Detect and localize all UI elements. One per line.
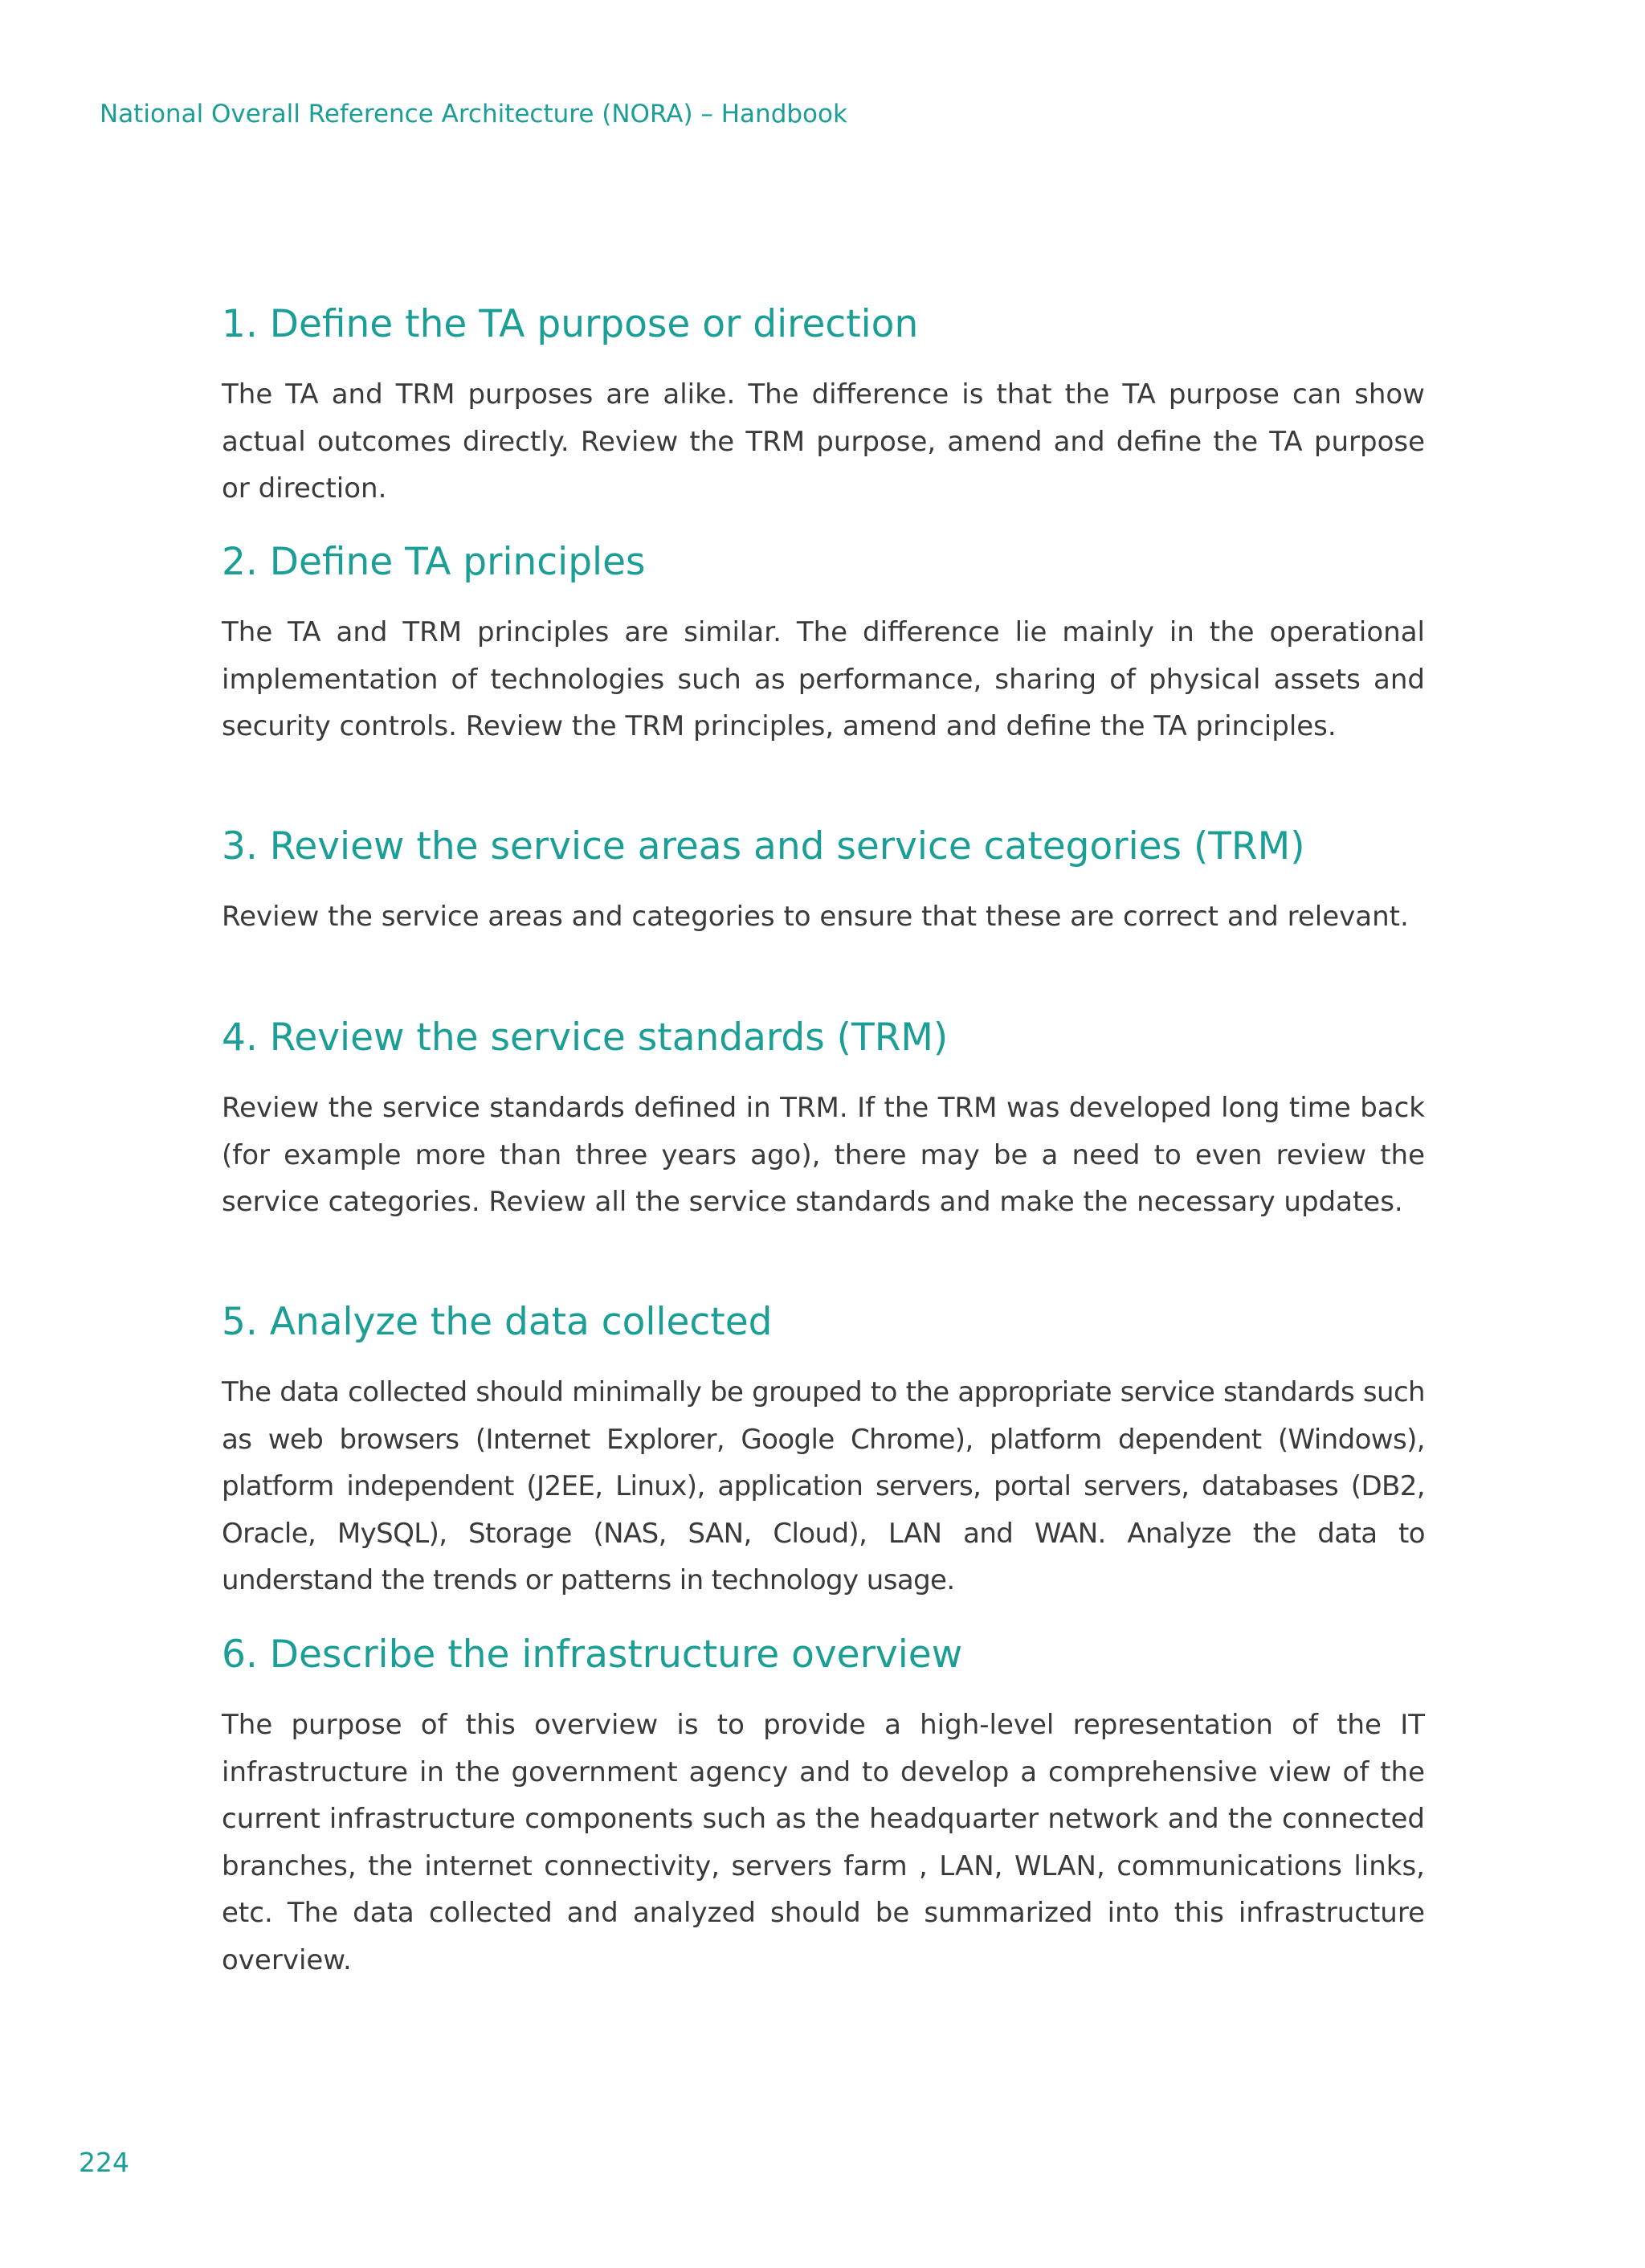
section-body: The TA and TRM principles are similar. The difference lie mainly in the operational implementation of technologies such as performance, sharing of physical assets and security controls. Review the TRM principles, amend and define the TA principles.: [222, 616, 1425, 742]
section-define-ta-purpose: [222, 299, 1425, 537]
section-analyze-data: [222, 1297, 1425, 1629]
section-title: 3. Review the service areas and service categories (TRM): [222, 824, 1305, 868]
section-infrastructure-overview: [222, 1629, 1425, 1984]
section-body: The purpose of this overview is to provide a high-level representation of the IT infrastructure in the government agency and to develop a comprehensive view of the current infrastructure components such as the headquarter network and the connected branches, the internet connectivity, servers farm , LAN, WLAN, communications links, etc. The data collected and analyzed should be summarized into this infrastructure overview.: [222, 1709, 1425, 1976]
section-title: 5. Analyze the data collected: [222, 1300, 773, 1344]
section-review-service-areas: [222, 821, 1425, 1012]
section-title: 4. Review the service standards (TRM): [222, 1015, 949, 1060]
section-title: 1. Define the TA purpose or direction: [222, 302, 919, 346]
section-body: The TA and TRM purposes are alike. The difference is that the TA purpose can show actual outcomes directly. Review the TRM purpose, amend and define the TA purpose or direction.: [222, 378, 1425, 505]
page-content: [222, 299, 1425, 1984]
section-body: Review the service areas and categories to ensure that these are correct and relevant.: [222, 901, 1409, 933]
section-title: 6. Describe the infrastructure overview: [222, 1633, 963, 1677]
section-body: Review the service standards defined in TRM. If the TRM was developed long time back (for example more than three years ago), there may be a need to even review the service categories. Review all the service standards and make the necessary updates.: [222, 1092, 1425, 1218]
running-header: National Overall Reference Architecture (NORA) – Handbook: [100, 100, 847, 129]
section-review-service-standards: [222, 1012, 1425, 1297]
section-body: The data collected should minimally be grouped to the appropriate service standards such as web browsers (Internet Explorer, Google Chrome), platform dependent (Windows), platform independent (J2EE, Linux), application servers, portal servers, databases (DB2, Oracle, MySQL), Storage (NAS, SAN, Cloud), LAN and WAN. Analyze the data to understand the trends or patterns in technology usage.: [222, 1376, 1425, 1596]
section-title: 2. Define TA principles: [222, 540, 646, 584]
page-number: 224: [79, 2147, 129, 2178]
section-define-ta-principles: [222, 537, 1425, 821]
